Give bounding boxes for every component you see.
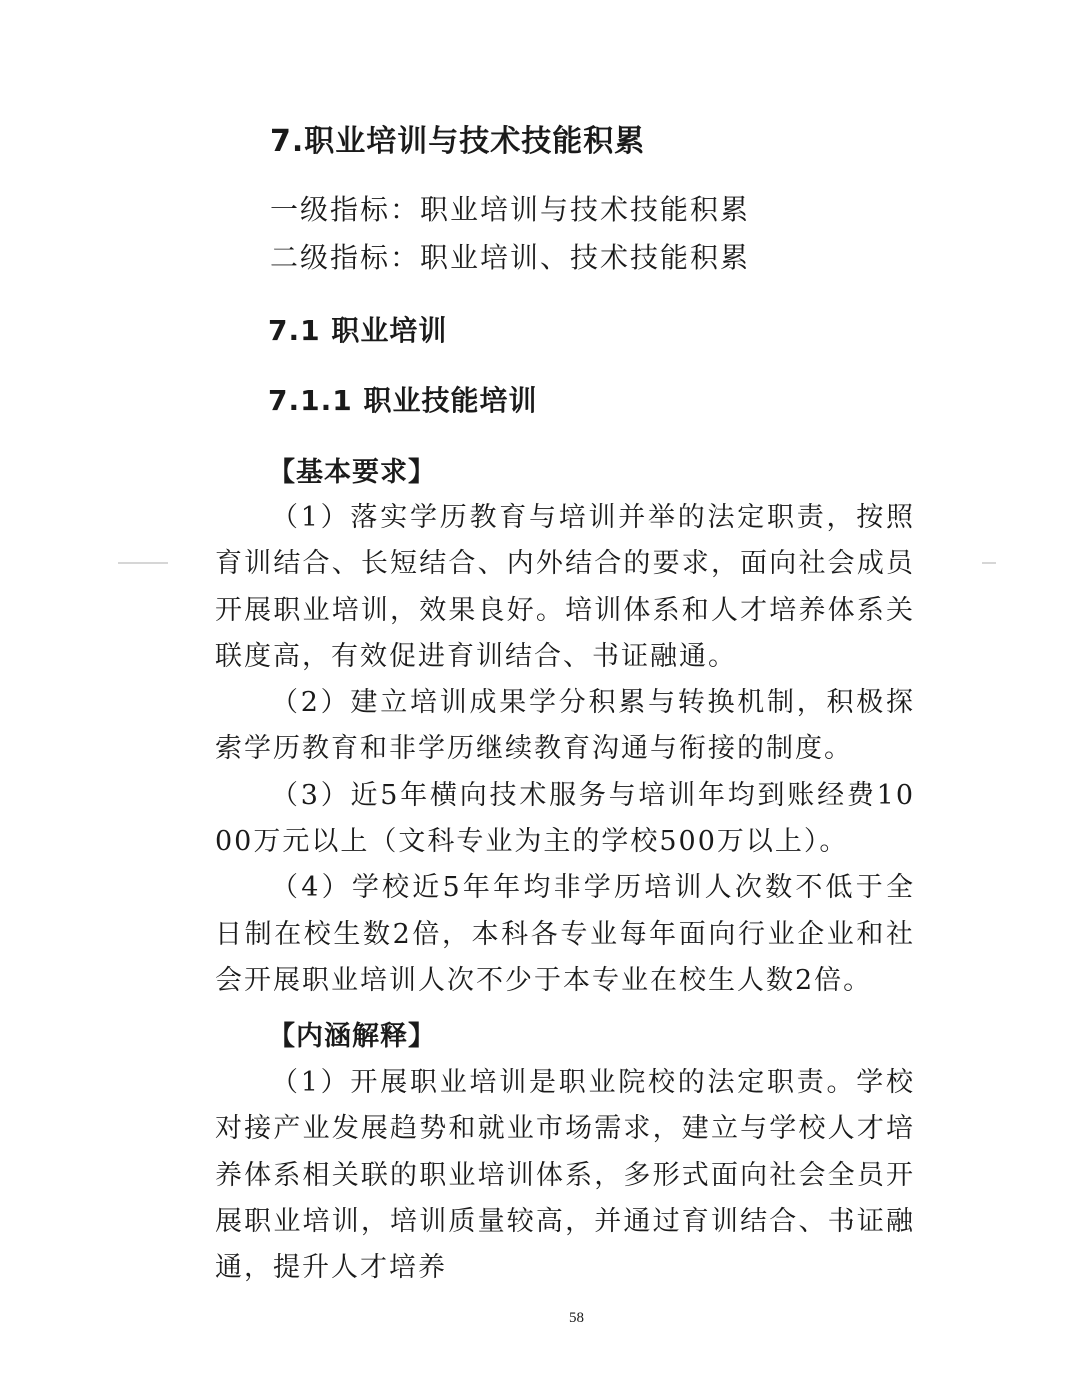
scan-artifact-right: [982, 562, 996, 564]
requirement-item: （3）近5年横向技术服务与培训年均到账经费1000万元以上（文科专业为主的学校500万以上）。: [215, 779, 915, 858]
level1-indicator: 一级指标：职业培训与技术技能积累: [270, 193, 751, 226]
subsection-heading: 7.1 职业培训: [268, 314, 448, 347]
page-number: 58: [569, 1310, 584, 1326]
connotation-item: （1）开展职业培训是职业院校的法定职责。学校对接产业发展趋势和就业市场需求，建立与学校人才培养体系相关联的职业培训体系，多形式面向社会全员开展职业培训，培训质量较高，并通过育训结合、书证融通，提升人才培养: [215, 1067, 915, 1284]
basic-requirements-title: 【基本要求】: [268, 457, 436, 488]
level2-indicator: 二级指标：职业培训、技术技能积累: [270, 241, 751, 274]
scan-artifact-left: [118, 562, 168, 564]
requirement-item: （2）建立培训成果学分积累与转换机制，积极探索学历教育和非学历继续教育沟通与衔接的制度。: [215, 687, 915, 765]
connotation-body: [215, 1060, 915, 1291]
requirement-item: （4）学校近5年年均非学历培训人次数不低于全日制在校生数2倍，本科各专业每年面向行业企业和社会开展职业培训人次不少于本专业在校生人数2倍。: [215, 872, 915, 996]
section-heading: 7.职业培训与技术技能积累: [270, 124, 646, 159]
subsubsection-heading: 7.1.1 职业技能培训: [268, 384, 538, 417]
requirement-item: （1）落实学历教育与培训并举的法定职责，按照育训结合、长短结合、内外结合的要求，面向社会成员开展职业培训，效果良好。培训体系和人才培养体系关联度高，有效促进育训结合、书证融通。: [215, 502, 915, 672]
connotation-title: 【内涵解释】: [268, 1021, 436, 1052]
basic-requirements-body: [215, 495, 915, 1004]
